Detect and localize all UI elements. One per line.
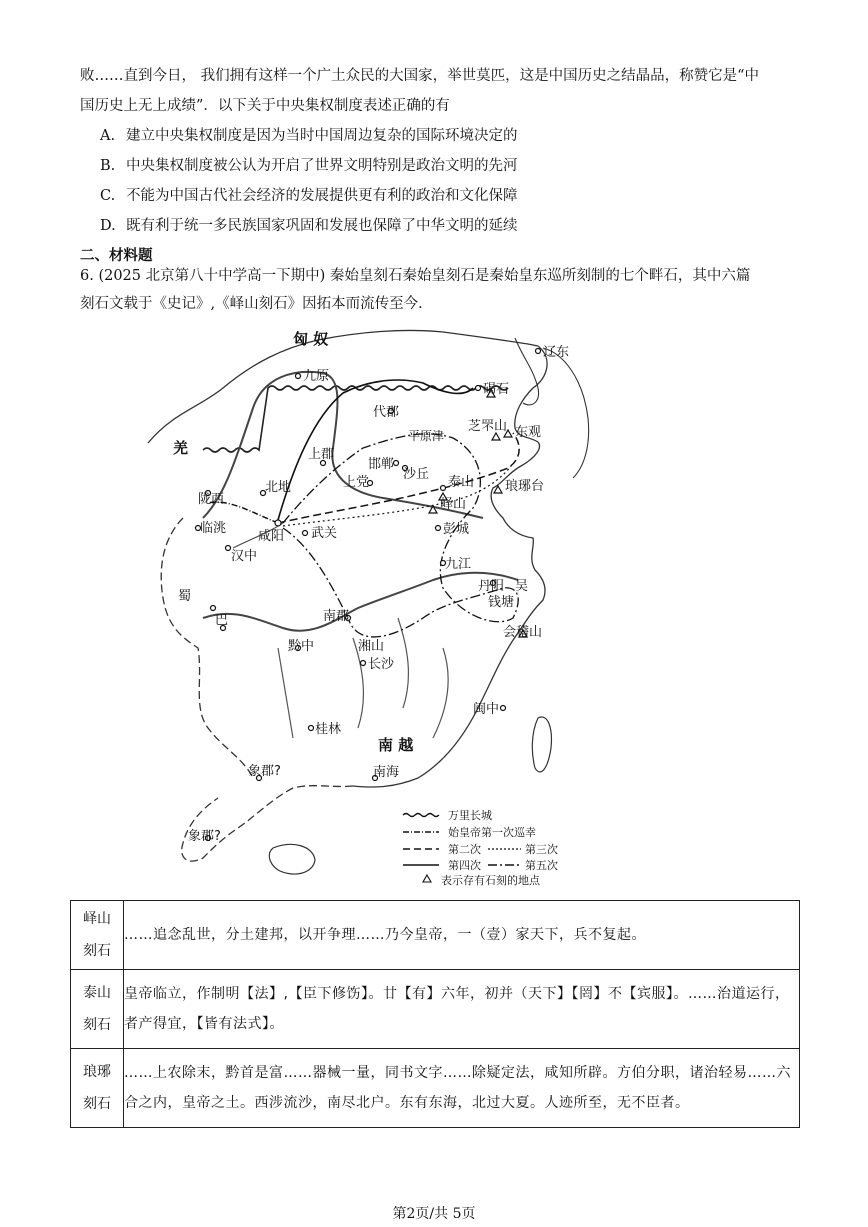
label-nanyue: 南 越 <box>378 736 414 754</box>
option-letter: A. <box>100 128 116 144</box>
label-beidi: 北地 <box>265 480 292 495</box>
label-shaqiu: 沙丘 <box>403 467 430 482</box>
label-shu: 蜀 <box>178 589 192 604</box>
option-letter: C. <box>100 188 116 204</box>
q6-line1: 6. (2025 北京第八十中学高一下期中) 秦始皇刻石秦始皇刻石是秦始皇东巡所刻制的七个畔石，其中六篇 <box>80 268 751 284</box>
label-liaodong: 辽东 <box>543 345 570 360</box>
label-pingyuanjin: 平原津 <box>408 429 445 443</box>
legend-tour1: 始皇帝第一次巡幸 <box>448 826 536 839</box>
legend-stone-symbol <box>423 875 431 882</box>
label-ba: 巴 <box>215 613 229 628</box>
table-row <box>71 901 800 970</box>
label-minzhong: 闽中 <box>473 702 500 717</box>
label-shangdang: 上党 <box>343 475 370 490</box>
option-a <box>100 126 518 146</box>
legend-wall: 万里长城 <box>448 809 492 822</box>
question-stem-line1: 败……直到今日， 我们拥有这样一个广土众民的大国家，举世莫匹，这是中国历史之结晶品，称赞它是“中 <box>80 68 760 84</box>
korea-coast <box>543 348 589 478</box>
row-name-cell <box>71 970 124 1049</box>
label-xiangjun1: 象郡? <box>248 764 281 779</box>
legend-tour4: 第四次 <box>448 859 481 872</box>
table-row <box>71 970 800 1049</box>
label-qianzhong: 黔中 <box>288 639 315 654</box>
taiwan-island <box>532 717 551 772</box>
inscriptions-table <box>70 900 800 1128</box>
label-jiuyuan: 九原 <box>303 369 330 384</box>
page-footer: 第2页/共 5页 <box>392 1206 476 1222</box>
option-text: 中央集权制度被公认为开启了世界文明特别是政治文明的先河 <box>126 158 518 174</box>
label-pengcheng: 彭城 <box>443 522 470 537</box>
label-dongguan: 东观 <box>515 425 542 440</box>
label-wu: 吴 <box>515 579 529 594</box>
option-letter: B. <box>100 158 116 174</box>
label-nanhai: 南海 <box>373 765 400 780</box>
label-nanjun: 南郡 <box>323 609 350 624</box>
option-text: 建立中央集权制度是因为当时中国周边复杂的国际环境决定的 <box>126 128 518 144</box>
option-letter: D. <box>100 218 116 234</box>
label-qiang: 羌 <box>173 439 189 457</box>
option-text: 既有利于统一多民族国家巩固和发展也保障了中华文明的延续 <box>126 218 518 234</box>
option-d <box>100 216 518 236</box>
map-legend <box>403 809 558 887</box>
tributaries <box>233 523 448 738</box>
legend-wall-symbol <box>403 814 439 817</box>
option-text: 不能为中国古代社会经济的发展提供更有利的政治和文化保障 <box>126 188 518 204</box>
section-title: 二、材料题 <box>80 248 153 264</box>
legend-stone: 表示存有石刻的地点 <box>441 874 540 887</box>
label-longxi: 陇西 <box>198 492 225 507</box>
label-taishan: 泰山 <box>448 475 475 490</box>
label-danyang: 丹阳 <box>478 579 505 594</box>
label-handan: 邯郸 <box>368 457 395 472</box>
legend-tour2: 第二次 <box>448 843 481 856</box>
label-hanzhong: 汉中 <box>231 549 258 564</box>
row-text: ……上农除末，黔首是富……器械一量，同书文字……除疑定法，咸知所辟。方伯分职，诸治轻易……六合之内，皇帝之土。西涉流沙，南尽北户。东有东海，北过大夏。人迹所至，无不臣者。 <box>124 1049 800 1128</box>
table-row <box>71 1049 800 1128</box>
label-guilin: 桂林 <box>315 722 342 737</box>
qin-tour-map <box>143 318 593 888</box>
option-b <box>100 156 518 176</box>
row-text: ……追念乱世，分土建邦，以开争理……乃今皇帝，一（壹）家天下，兵不复起。 <box>124 901 800 970</box>
label-xiangjun2: 象郡? <box>188 829 221 844</box>
label-changsha: 长沙 <box>368 657 395 672</box>
row-name-line2: 刻石 <box>83 943 111 959</box>
row-name-cell <box>71 1049 124 1128</box>
label-langya: 琅琊台 <box>505 479 545 494</box>
label-wuguan: 武关 <box>311 526 338 541</box>
option-c <box>100 186 518 206</box>
row-name-line1: 泰山 <box>83 985 111 1001</box>
label-xianyang: 咸阳 <box>258 529 285 544</box>
label-qiantang: 钱塘 <box>488 595 515 610</box>
label-jieshi: 碣石 <box>483 382 510 397</box>
label-daijun: 代郡 <box>373 405 400 420</box>
row-name-line1: 峄山 <box>83 911 111 927</box>
southern-border <box>182 786 353 861</box>
label-yishan: 峄山 <box>440 497 467 512</box>
label-shangjun: 上郡 <box>308 447 335 462</box>
yangtze-river <box>203 573 518 631</box>
label-xiongnu: 匈 奴 <box>293 330 329 348</box>
label-kuaijishan: 会稽山 <box>503 625 543 640</box>
label-xiangshan: 湘山 <box>358 639 385 654</box>
legend-tour3: 第三次 <box>525 843 558 856</box>
row-name-line1: 琅琊 <box>83 1064 111 1080</box>
hainan-island <box>269 844 315 874</box>
row-name-cell <box>71 901 124 970</box>
question-stem-line2: 国历史上无上成绩”．以下关于中央集权制度表述正确的有 <box>80 98 450 114</box>
label-lintao: 临洮 <box>200 521 227 536</box>
row-name-line2: 刻石 <box>83 1017 111 1033</box>
legend-tour5: 第五次 <box>525 859 558 872</box>
row-text: 皇帝临立，作制明【法】,【臣下修饬】。廿【有】六年，初并（天下】【罔】不【宾服】。……治道运行，者产得宜，【皆有法式】。 <box>124 970 800 1049</box>
row-name-line2: 刻石 <box>83 1096 111 1112</box>
q6-line2: 刻石文载于《史记》,《峄山刻石》因拓本而流传至今． <box>80 296 433 312</box>
label-jiujiang: 九江 <box>445 557 472 572</box>
label-zhifushan: 芝罘山 <box>468 419 508 434</box>
